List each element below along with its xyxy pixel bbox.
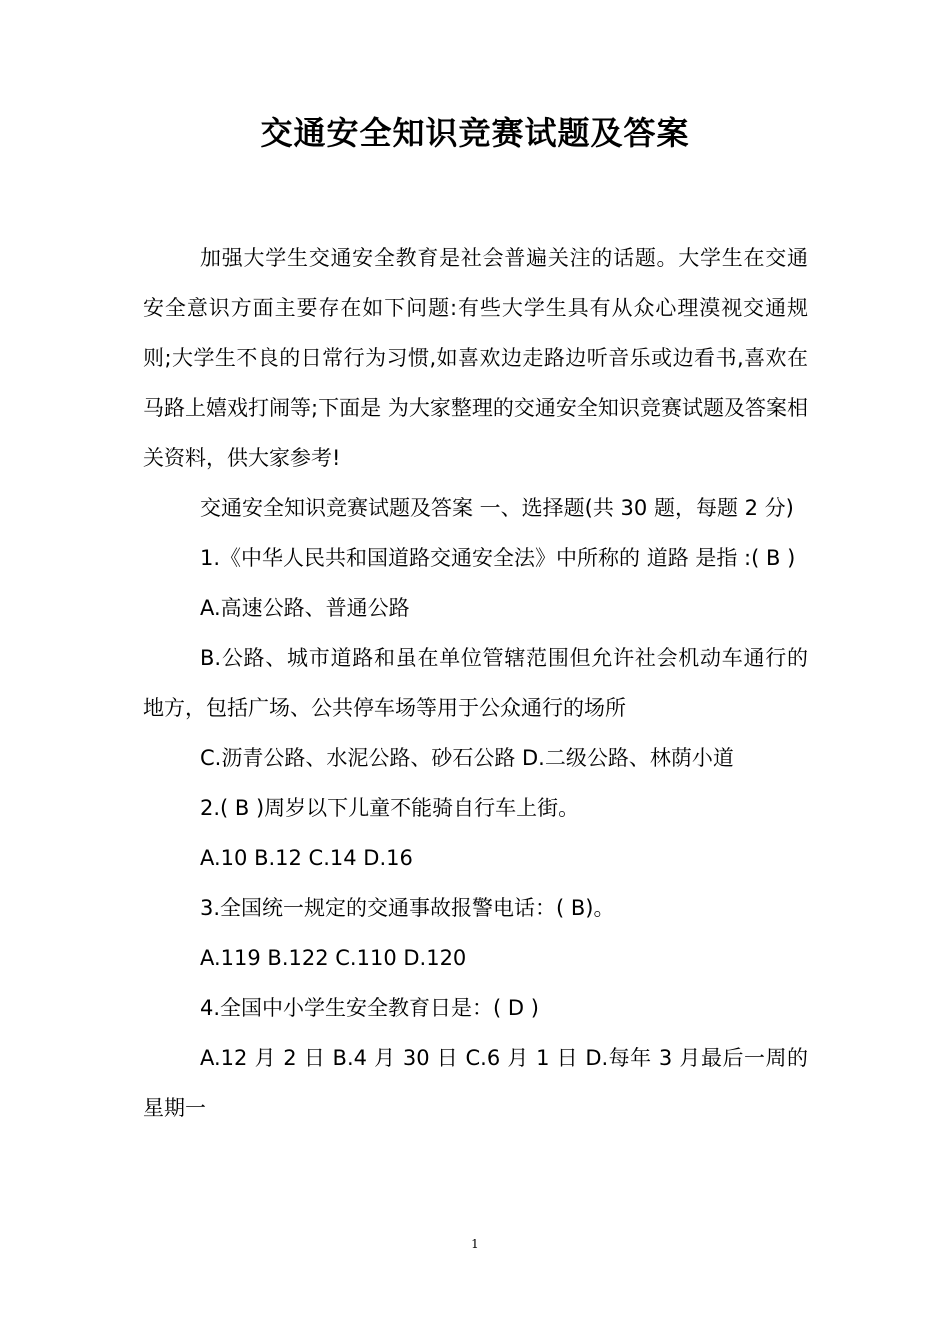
question-1-option-a: A.高速公路、普通公路: [200, 596, 410, 620]
question-3-options: A.119 B.122 C.110 D.120: [200, 946, 467, 970]
question-2: 2.( B )周岁以下儿童不能骑自行车上街。: [200, 796, 580, 820]
question-4-options: A.12 月 2 日 B.4 月 30 日 C.6 月 1 日 D.每年 3 月最后一周的星期一: [143, 1046, 808, 1120]
intro-paragraph: 加强大学生交通安全教育是社会普遍关注的话题。大学生在交通安全意识方面主要存在如下问题:有些大学生具有从众心理漠视交通规则;大学生不良的日常行为习惯,如喜欢边走路边听音乐或边看书,喜欢在马路上嬉戏打闹等;下面是 为大家整理的交通安全知识竞赛试题及答案相关资料，供大家参考!: [143, 246, 808, 470]
page-number: 1: [471, 1237, 479, 1251]
question-1: 1.《中华人民共和国道路交通安全法》中所称的 道路 是指 :( B ): [200, 546, 796, 570]
question-1-option-b: B.公路、城市道路和虽在单位管辖范围但允许社会机动车通行的地方，包括广场、公共停车场等用于公众通行的场所: [143, 646, 808, 720]
question-3: 3.全国统一规定的交通事故报警电话：( B)。: [200, 896, 615, 920]
question-2-options: A.10 B.12 C.14 D.16: [200, 846, 413, 870]
question-4: 4.全国中小学生安全教育日是：( D ): [200, 996, 539, 1020]
document-body: [143, 233, 808, 1133]
question-1-options-c-d: C.沥青公路、水泥公路、砂石公路 D.二级公路、林荫小道: [200, 746, 734, 770]
document-title: 交通安全知识竞赛试题及答案: [260, 114, 690, 152]
section-heading: 交通安全知识竞赛试题及答案 一、选择题(共 30 题，每题 2 分): [200, 496, 794, 520]
